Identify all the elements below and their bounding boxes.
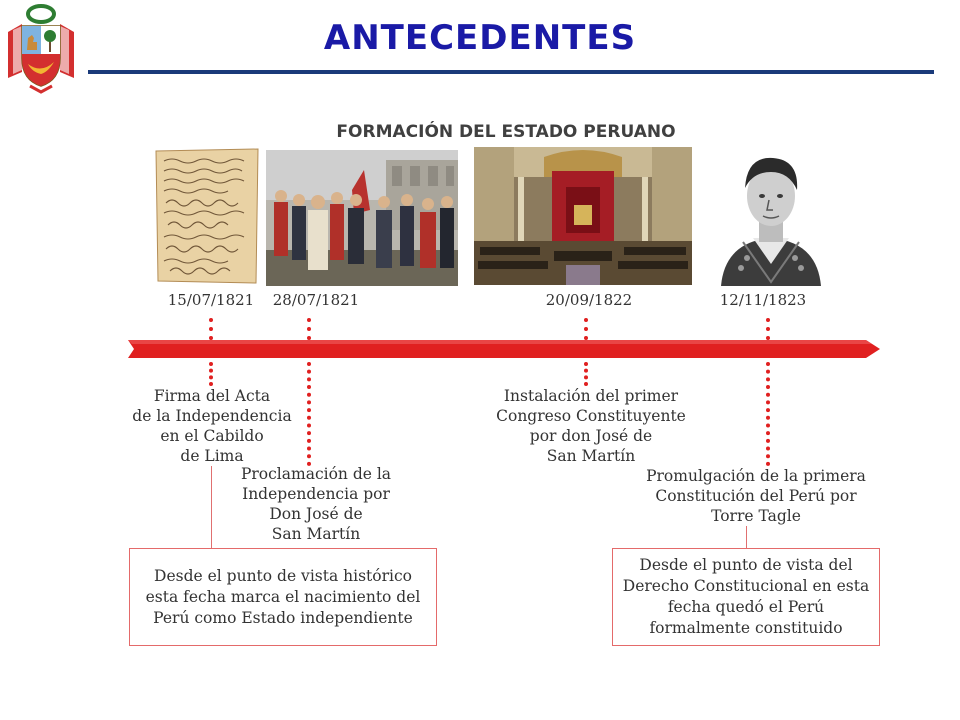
event-caption-3-text: Instalación del primer Congreso Constituyente por don José de San Martín [496,387,686,465]
caption-connector-4 [766,362,770,466]
torre-tagle-portrait-image [707,146,835,286]
event-date-2: 28/07/1821 [272,291,360,309]
note-box-historical-text: Desde el punto de vista histórico esta fecha marca el nacimiento del Perú como Estado independiente [145,566,421,627]
title-underline [88,70,934,74]
note-box-constitutional [612,548,880,646]
note-box-constitutional-text: Desde el punto de vista del Derecho Constitucional en esta fecha quedó el Perú formalmente constituido [622,556,870,637]
note-box-historical [129,548,437,646]
event-date-4: 12/11/1823 [719,291,807,309]
event-caption-2-text: Proclamación de la Independencia por Don José de San Martín [240,465,392,543]
caption-connector-3 [584,362,588,386]
event-caption-1 [122,386,302,466]
event-caption-3 [486,386,696,466]
event-date-1: 15/07/1821 [167,291,255,309]
caption-connector-2 [307,362,311,466]
event-date-3: 20/09/1822 [545,291,633,309]
event-caption-1-text: Firma del Acta de la Independencia en el Cabildo de Lima [132,387,292,465]
event-caption-4-text: Promulgación de la primera Constitución del Perú por Torre Tagle [646,467,866,525]
congress-hall-image [474,147,692,285]
infographic-subtitle: FORMACIÓN DEL ESTADO PERUANO [336,122,676,142]
event-caption-2 [226,464,406,544]
timeline-arrow [128,336,880,362]
note-connector-right [746,526,747,549]
note-connector-left [211,466,212,549]
event-caption-4 [636,466,876,526]
caption-connector-1 [209,362,213,386]
proclamation-painting-image [266,150,458,286]
page-title: ANTECEDENTES [323,18,637,58]
acta-document-image [154,147,260,285]
